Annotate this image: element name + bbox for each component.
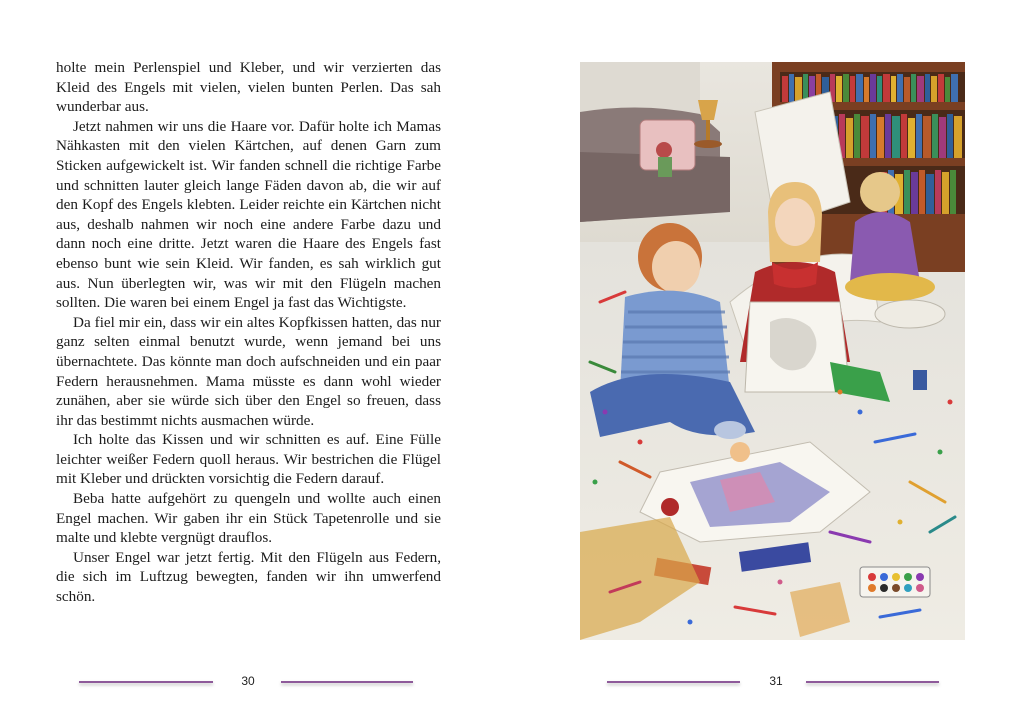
right-page: [510, 0, 1020, 724]
footer-rule-right: [806, 681, 939, 683]
page-footer: [510, 672, 1020, 692]
story-text: [56, 58, 441, 607]
page-footer: [0, 672, 510, 692]
paragraph: Unser Engel war jetzt fertig. Mit den Flügeln aus Federn, die sich im Luftzug bewegten, fanden wir ihn umwerfend schön.: [56, 548, 441, 606]
paragraph: Beba hatte aufgehört zu quengeln und wollte auch einen Engel machen. Wir gaben ihr ein Stück Tapetenrolle und sie malte und klebte vergnügt drauflos.: [56, 490, 441, 547]
children-crafting-illustration: [580, 62, 965, 640]
footer-rule-left: [79, 681, 213, 683]
paragraph: Da fiel mir ein, dass wir ein altes Kopfkissen hatten, das nur ganz selten einmal benutzt wurde, wenn jemand bei uns übernachtete. Das könnte man doch aufschneiden und ein paar Federn herausnehmen. Mama müsste es dann wohl wieder zunähen, aber sie würde sich über den Engel so freuen, dass ihr das bestimmt nichts ausmachen würde.: [56, 313, 441, 429]
page-number: 31: [769, 674, 783, 688]
illustration: [580, 62, 965, 640]
paragraph: Ich holte das Kissen und wir schnitten es auf. Eine Fülle leichter weißer Federn quoll heraus. Wir bestrichen die Flügel mit Kleber und drückten vorsichtig die Federn darauf.: [56, 431, 441, 488]
page-number: 30: [241, 674, 255, 688]
paragraph: holte mein Perlenspiel und Kleber, und wir verzierten das Kleid des Engels mit vielen, vielen bunten Perlen. Das sah wunderbar aus.: [56, 59, 441, 116]
paragraph: Jetzt nahmen wir uns die Haare vor. Dafür holte ich Mamas Nähkasten mit den vielen Kärtchen, auf denen Garn zum Sticken aufgewickelt ist. Wir fanden schnell die richtige Farbe und schnitten lauter gleich lange Fäden davon ab, die wir auf den Kopf des Engels klebten. Leider reichte ein Kärtchen nicht aus, deshalb nahmen wir noch eine andere Farbe dazu und dann noch eine dritte. Jetzt waren die Haare des Engels fast ebenso bunt wie sein Kleid. Wir fanden, es sah wirklich gut aus. Nun überlegten wir, was wir mit den Flügeln machen sollten. Die waren bei einem Engel ja fast das Wichtigste.: [56, 117, 441, 312]
footer-rule-right: [281, 681, 413, 683]
footer-rule-left: [607, 681, 740, 683]
